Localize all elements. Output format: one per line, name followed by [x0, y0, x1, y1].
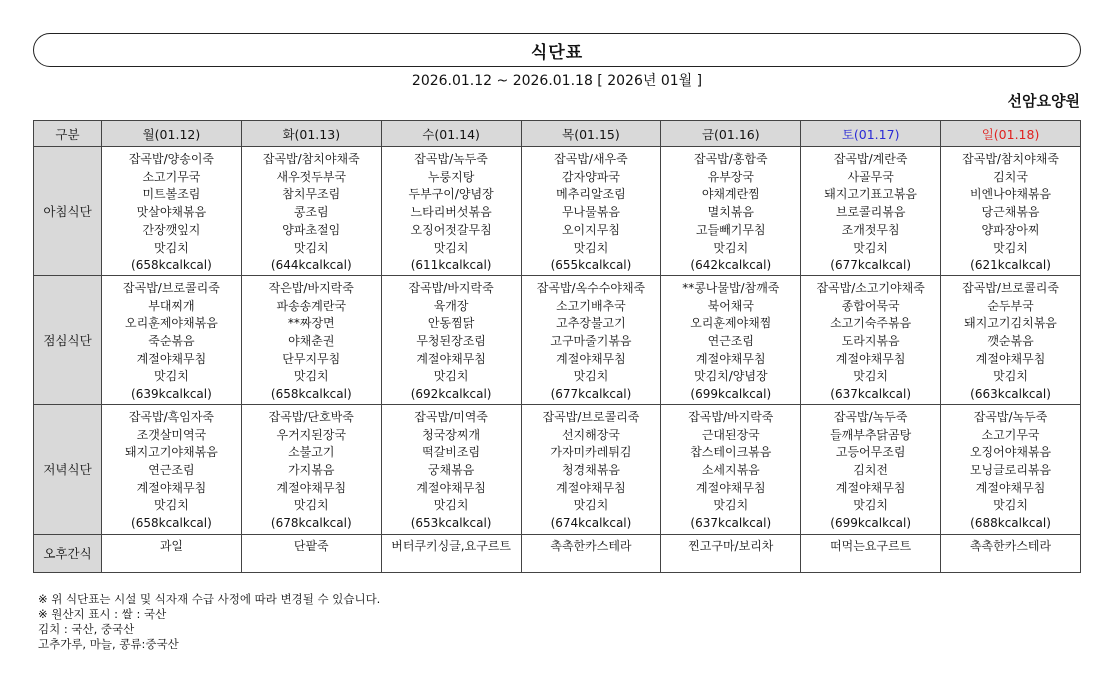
menu-item: 잡곡밥/양송이죽 — [128, 152, 215, 166]
menu-item: 계절야채무침 — [136, 480, 207, 495]
menu-item: 맛김치 — [713, 498, 749, 513]
menu-item: 맛김치 — [713, 240, 749, 255]
meal-cell — [661, 275, 801, 404]
menu-item: 계절야채무침 — [276, 480, 347, 495]
menu-item: 잡곡밥/참치야채죽 — [262, 152, 360, 166]
menu-item: 맛김치 — [154, 498, 189, 513]
menu-item: 소고기무국 — [981, 427, 1040, 442]
menu-item: 잡곡밥/녹두죽 — [833, 409, 908, 424]
menu-item: 두부구이/양념장 — [408, 187, 494, 202]
menu-item: 고등어무조림 — [835, 445, 906, 460]
menu-item: 계절야채무침 — [136, 351, 207, 366]
menu-item: 맛김치 — [993, 240, 1028, 255]
menu-item: 파송송계란국 — [276, 298, 347, 313]
calorie-value: (658kcalkcal) — [131, 516, 212, 531]
menu-item: 계절야채무침 — [416, 351, 486, 366]
menu-item: 당근채볶음 — [981, 205, 1040, 220]
meal-cell — [521, 147, 661, 276]
menu-item: 연근조림 — [148, 462, 195, 477]
menu-item: 북어채국 — [707, 298, 754, 313]
menu-item: 사골무국 — [847, 169, 894, 184]
menu-item: 근대된장국 — [701, 427, 760, 442]
menu-item: 계절야채무침 — [556, 480, 626, 495]
menu-item: 멸치볶음 — [707, 205, 754, 220]
snack-cell: 촉촉한카스테라 — [941, 534, 1081, 572]
calorie-value: (639kcalkcal) — [131, 387, 212, 402]
meal-cell — [102, 275, 242, 404]
menu-item: 맛김치 — [573, 498, 609, 513]
menu-item: 가자미카레튀김 — [550, 445, 632, 460]
snack-cell: 단팥죽 — [241, 534, 381, 572]
meal-cell — [241, 275, 381, 404]
menu-item: 소세지볶음 — [701, 462, 760, 477]
menu-item: 맛김치 — [433, 240, 469, 255]
meal-row-breakfast — [34, 147, 1081, 276]
menu-item: 맛김치 — [293, 498, 329, 513]
meal-cell — [941, 147, 1081, 276]
menu-item: 잡곡밥/바지락죽 — [408, 280, 494, 295]
calorie-value: (677kcalkcal) — [830, 258, 912, 273]
menu-item: 조갯살미역국 — [136, 427, 207, 442]
header-row — [34, 121, 1081, 147]
menu-item: 계절야채무침 — [975, 480, 1046, 495]
menu-item: 감자양파국 — [561, 169, 620, 184]
menu-item: 오리훈제야채볶음 — [125, 316, 218, 331]
menu-item: 잡곡밥/흑임자죽 — [128, 409, 215, 424]
menu-item: 부대찌개 — [148, 298, 195, 313]
calorie-value: (678kcalkcal) — [270, 516, 352, 531]
note-line: 김치 : 국산, 중국산 — [38, 622, 135, 636]
menu-item: 깻순볶음 — [987, 334, 1034, 349]
menu-item: 맛살야채볶음 — [136, 205, 207, 220]
menu-item: 김치국 — [993, 169, 1028, 184]
menu-item: 도라지볶음 — [841, 334, 900, 349]
calorie-value: (642kcalkcal) — [690, 258, 772, 273]
snack-cell: 과일 — [102, 534, 242, 572]
day-header-sun: 일(01.18) — [941, 121, 1081, 147]
row-label: 오후간식 — [34, 534, 102, 572]
menu-item: 가지볶음 — [288, 462, 335, 477]
calorie-value: (644kcalkcal) — [270, 258, 352, 273]
meal-cell — [381, 404, 521, 534]
menu-item: 맛김치 — [993, 498, 1028, 513]
day-header-fri: 금(01.16) — [661, 121, 801, 147]
meal-cell — [661, 404, 801, 534]
menu-item: 야채춘권 — [288, 334, 335, 349]
corner-label: 구분 — [34, 121, 102, 147]
calorie-value: (692kcalkcal) — [410, 387, 492, 402]
menu-item: 잡곡밥/새우죽 — [554, 152, 628, 166]
menu-item: 누룽지탕 — [427, 169, 475, 184]
menu-item: 돼지고기표고볶음 — [824, 187, 918, 202]
meal-row-dinner — [34, 404, 1081, 534]
menu-item: 잡곡밥/참치야채죽 — [962, 152, 1059, 166]
menu-item: 계절야채무침 — [835, 480, 906, 495]
menu-item: 맛김치 — [293, 369, 329, 384]
day-header-wed: 수(01.14) — [381, 121, 521, 147]
note-line: ※ 원산지 표시 : 쌀 : 국산 — [38, 607, 167, 621]
menu-item: 맛김치/양념장 — [693, 369, 768, 384]
menu-item: 잡곡밥/바지락죽 — [688, 409, 774, 424]
calorie-value: (637kcalkcal) — [690, 516, 772, 531]
menu-item: **콩나물밥/참깨죽 — [682, 280, 780, 295]
menu-item: 들깨부추닭곰탕 — [830, 427, 912, 442]
menu-item: 조개젓무침 — [841, 222, 900, 237]
menu-item: 고추장불고기 — [556, 316, 626, 331]
meal-row-lunch — [34, 275, 1081, 404]
menu-item: 비엔나야채볶음 — [969, 187, 1052, 202]
row-label: 아침식단 — [34, 147, 102, 276]
menu-table — [33, 120, 1081, 573]
menu-item: 느타리버섯볶음 — [410, 205, 492, 220]
calorie-value: (653kcalkcal) — [410, 516, 492, 531]
menu-item: 양파초절임 — [282, 222, 341, 237]
menu-item: 콩조림 — [293, 205, 329, 220]
menu-item: 고들빼기무침 — [696, 222, 766, 237]
menu-item: 육개장 — [433, 298, 469, 313]
menu-item: 잡곡밥/단호박죽 — [268, 409, 354, 424]
date-range: 2026.01.12 ~ 2026.01.18 [ 2026년 01월 ] — [411, 73, 703, 89]
menu-item: 메추리알조림 — [556, 187, 626, 202]
menu-item: 계절야채무침 — [835, 351, 906, 366]
meal-cell — [102, 147, 242, 276]
menu-item: 계절야채무침 — [556, 351, 626, 366]
menu-item: 소고기숙주볶음 — [830, 316, 912, 331]
menu-item: 맛김치 — [154, 369, 189, 384]
menu-item: 잡곡밥/계란죽 — [833, 152, 908, 166]
menu-item: 간장깻잎지 — [142, 222, 201, 237]
snack-cell: 떠먹는요구르트 — [801, 534, 941, 572]
menu-item: 계절야채무침 — [696, 351, 766, 366]
menu-item: 고구마줄기볶음 — [550, 334, 632, 349]
menu-item: 찹스테이크볶음 — [690, 445, 772, 460]
calorie-value: (637kcalkcal) — [830, 387, 912, 402]
menu-item: 잡곡밥/옥수수야채죽 — [536, 280, 646, 295]
calorie-value: (677kcalkcal) — [550, 387, 632, 402]
menu-item: 새우젓두부국 — [276, 169, 347, 184]
calorie-value: (621kcalkcal) — [970, 258, 1051, 273]
menu-item: 브로콜리볶음 — [835, 205, 906, 220]
snack-cell: 버터쿠키싱글,요구르트 — [381, 534, 521, 572]
meal-cell — [521, 275, 661, 404]
calorie-value: (658kcalkcal) — [270, 387, 352, 402]
row-label: 점심식단 — [34, 275, 102, 404]
meal-cell — [941, 275, 1081, 404]
menu-item: **짜장면 — [287, 316, 335, 331]
meal-cell — [801, 147, 941, 276]
snack-row — [34, 534, 1081, 572]
menu-item: 무나물볶음 — [561, 205, 620, 220]
menu-item: 오징어야채볶음 — [969, 445, 1052, 460]
menu-item: 계절야채무침 — [975, 351, 1046, 366]
notes — [38, 592, 380, 652]
menu-item: 맛김치 — [853, 369, 889, 384]
menu-item: 단무지무침 — [282, 351, 341, 366]
menu-item: 맛김치 — [573, 369, 609, 384]
menu-item: 작은밥/바지락죽 — [268, 280, 354, 295]
menu-item: 맛김치 — [853, 240, 889, 255]
menu-item: 김치전 — [853, 462, 889, 477]
menu-item: 계절야채무침 — [696, 480, 766, 495]
menu-item: 맛김치 — [573, 240, 609, 255]
calorie-value: (674kcalkcal) — [550, 516, 632, 531]
menu-item: 유부장국 — [707, 169, 754, 184]
menu-item: 오리훈제야채찜 — [690, 316, 772, 331]
meal-cell — [661, 147, 801, 276]
day-header-sat: 토(01.17) — [801, 121, 941, 147]
menu-item: 청국장찌개 — [422, 427, 481, 442]
organization-name: 선암요양원 — [1007, 92, 1080, 110]
menu-item: 떡갈비조림 — [422, 445, 481, 460]
calorie-value: (663kcalkcal) — [970, 387, 1051, 402]
menu-item: 잡곡밥/홍합죽 — [693, 152, 768, 166]
menu-item: 맛김치 — [433, 369, 469, 384]
menu-item: 맛김치 — [993, 369, 1028, 384]
menu-item: 선지해장국 — [561, 427, 620, 442]
day-header-thu: 목(01.15) — [521, 121, 661, 147]
calorie-value: (655kcalkcal) — [550, 258, 632, 273]
meal-cell — [801, 275, 941, 404]
calorie-value: (688kcalkcal) — [970, 516, 1051, 531]
menu-item: 우거지된장국 — [276, 427, 347, 442]
meal-cell — [941, 404, 1081, 534]
meal-cell — [381, 275, 521, 404]
menu-item: 종합어묵국 — [841, 298, 900, 313]
menu-item: 소불고기 — [288, 445, 335, 460]
calorie-value: (611kcalkcal) — [410, 258, 492, 273]
snack-cell: 촉촉한카스테라 — [521, 534, 661, 572]
menu-item: 오이지무침 — [561, 222, 620, 237]
menu-item: 미트볼조림 — [142, 187, 201, 202]
menu-item: 맛김치 — [433, 498, 469, 513]
menu-item: 연근조림 — [707, 334, 754, 349]
menu-item: 잡곡밥/브로콜리죽 — [542, 409, 640, 424]
title-bar — [33, 33, 1081, 67]
menu-item: 소고기무국 — [142, 169, 201, 184]
note-line: ※ 위 식단표는 시설 및 식자재 수급 사정에 따라 변경될 수 있습니다. — [38, 592, 381, 606]
calorie-value: (699kcalkcal) — [690, 387, 772, 402]
menu-item: 야채계란찜 — [701, 187, 760, 202]
menu-item: 맛김치 — [154, 240, 189, 255]
menu-item: 안동찜닭 — [427, 316, 475, 331]
menu-item: 참치무조림 — [282, 187, 341, 202]
snack-cell: 찐고구마/보리차 — [661, 534, 801, 572]
meal-cell — [381, 147, 521, 276]
menu-item: 순두부국 — [987, 298, 1034, 313]
menu-item: 청경채볶음 — [561, 462, 620, 477]
menu-item: 소고기배추국 — [556, 298, 626, 313]
meal-cell — [102, 404, 242, 534]
meal-cell — [241, 147, 381, 276]
menu-item: 잡곡밥/브로콜리죽 — [962, 280, 1059, 295]
menu-item: 잡곡밥/미역죽 — [414, 409, 488, 424]
meal-cell — [241, 404, 381, 534]
menu-item: 오징어젓갈무침 — [410, 222, 492, 237]
calorie-value: (658kcalkcal) — [131, 258, 212, 273]
menu-item: 돼지고기김치볶음 — [964, 316, 1057, 331]
menu-item: 잡곡밥/녹두죽 — [973, 409, 1048, 424]
menu-item: 무청된장조림 — [416, 334, 486, 349]
note-line: 고추가루, 마늘, 콩류:중국산 — [38, 637, 179, 651]
menu-item: 맛김치 — [293, 240, 329, 255]
day-header-mon: 월(01.12) — [102, 121, 242, 147]
menu-item: 죽순볶음 — [148, 334, 195, 349]
menu-item: 잡곡밥/브로콜리죽 — [123, 280, 220, 295]
row-label: 저녁식단 — [34, 404, 102, 534]
menu-item: 맛김치 — [853, 498, 889, 513]
meal-cell — [801, 404, 941, 534]
menu-item: 잡곡밥/녹두죽 — [414, 152, 488, 166]
calorie-value: (699kcalkcal) — [830, 516, 912, 531]
meal-cell — [521, 404, 661, 534]
menu-item: 잡곡밥/소고기야채죽 — [816, 280, 925, 295]
menu-item: 돼지고기야채볶음 — [125, 445, 218, 460]
page-title: 식단표 — [530, 42, 584, 63]
menu-item: 궁채볶음 — [427, 462, 475, 477]
menu-item: 모닝글로리볶음 — [969, 462, 1052, 477]
menu-item: 양파장아찌 — [981, 222, 1040, 237]
day-header-tue: 화(01.13) — [241, 121, 381, 147]
menu-item: 계절야채무침 — [416, 480, 486, 495]
